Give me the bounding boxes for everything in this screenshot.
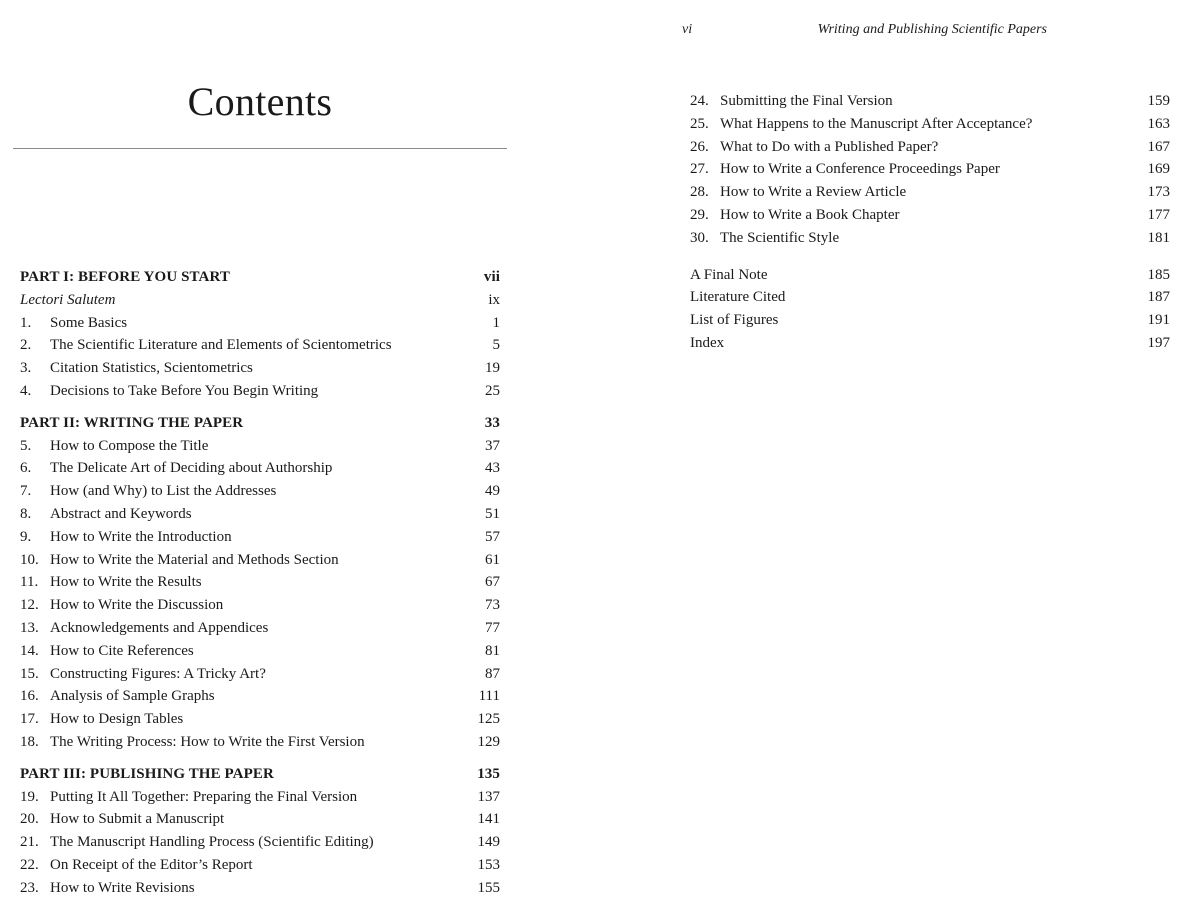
toc-entry-page: 177 [1147,206,1170,223]
toc-entry-label: Putting It All Together: Preparing the Final Version [50,788,358,805]
toc-entry-label: How to Write a Review Article [720,184,907,201]
back-matter-entry [690,309,1170,332]
toc-entry-page: 51 [485,505,500,522]
toc-entry-label: The Scientific Style [720,229,840,246]
toc-entry-label: Lectori Salutem [20,291,116,308]
toc-entry-label: The Manuscript Handling Process (Scientific Editing) [50,834,374,851]
toc-left-list [20,266,500,900]
toc-entry-number: 16. [20,688,39,705]
toc-entry-number: 3. [20,360,32,377]
toc-entry-label: How to Write the Introduction [50,528,232,545]
part-heading [20,763,500,786]
toc-entry-number: 10. [20,551,39,568]
toc-entry-page: 141 [477,811,500,828]
toc-entry [690,90,1170,113]
toc-entry-number: 12. [20,597,39,614]
back-matter-entry [690,264,1170,287]
toc-entry-page: 49 [485,483,500,500]
toc-entry-number: 18. [20,733,39,750]
toc-entry-page: 25 [485,382,500,399]
back-matter-page: 197 [1147,334,1170,351]
toc-entry-number: 6. [20,460,32,477]
toc-entry-label: Decisions to Take Before You Begin Writing [50,382,319,399]
toc-entry-number: 26. [690,138,709,155]
toc-entry-page: 129 [477,733,500,750]
toc-entry-label: Submitting the Final Version [720,93,893,109]
toc-entry-number: 2. [20,337,32,354]
toc-entry-label: How to Compose the Title [50,437,209,454]
toc-entry [20,854,500,877]
toc-entry-page: 57 [485,528,500,545]
toc-entry-label: Abstract and Keywords [50,505,192,522]
toc-entry-number: 11. [20,574,39,591]
toc-entry-label: How to Write a Book Chapter [720,206,900,223]
toc-entry-number: 24. [690,93,709,109]
toc-entry [20,663,500,686]
toc-entry-label: How to Write a Conference Proceedings Paper [720,161,1000,178]
toc-entry-label: How (and Why) to List the Addresses [50,483,277,500]
back-matter-label: Index [690,334,725,351]
toc-entry [20,731,500,754]
toc-entry-number: 13. [20,619,39,636]
running-head-book-title: Writing and Publishing Scientific Papers [817,22,1047,37]
toc-entry [690,113,1170,136]
toc-entry-number: 30. [690,229,709,246]
toc-entry [20,877,500,900]
toc-entry-label: How to Write the Results [50,574,202,591]
toc-entry-page: 181 [1147,229,1170,246]
toc-entry [20,312,500,335]
part-heading-page: vii [483,269,500,285]
toc-entry-number: 4. [20,382,32,399]
toc-entry-label: The Writing Process: How to Write the First Version [50,733,365,750]
toc-entry-label: The Delicate Art of Deciding about Authorship [50,460,333,477]
toc-entry-label: How to Submit a Manuscript [50,811,225,828]
toc-entry [20,357,500,380]
toc-entry-page: 67 [485,574,500,591]
toc-entry-number: 19. [20,788,39,805]
toc-entry-page: 149 [477,834,500,851]
toc-entry-page: 125 [477,711,500,728]
toc-entry-page: 37 [485,437,500,454]
toc-entry [20,786,500,809]
part-heading [20,266,500,289]
toc-entry-page: 5 [492,337,500,354]
toc-entry [20,831,500,854]
toc-entry-number: 21. [20,834,39,851]
toc-entry [20,380,500,403]
toc-entry-page: 167 [1147,138,1170,155]
toc-entry-label: Some Basics [50,314,128,331]
toc-entry-number: 8. [20,505,32,522]
toc-entry-page: 61 [485,551,500,568]
running-head [682,22,1047,38]
toc-entry-label: What Happens to the Manuscript After Acceptance? [720,115,1033,132]
toc-entry-number: 22. [20,856,39,873]
back-matter-label: List of Figures [690,312,779,329]
toc-entry [20,617,500,640]
back-matter-entry [690,332,1170,355]
toc-entry [20,435,500,458]
toc-entry-label: Constructing Figures: A Tricky Art? [50,665,266,682]
toc-entry [20,640,500,663]
toc-entry-number: 25. [690,115,709,132]
toc-entry-label: How to Write Revisions [50,879,195,896]
toc-entry [20,685,500,708]
toc-entry [20,503,500,526]
toc-entry [690,158,1170,181]
toc-entry [690,204,1170,227]
part-heading-page: 33 [484,414,500,431]
back-matter-entry [690,286,1170,309]
part-heading-label: PART III: PUBLISHING THE PAPER [20,765,274,782]
toc-entry [20,480,500,503]
toc-entry-page: 19 [485,360,500,377]
toc-entry-number: 14. [20,642,39,659]
toc-entry-page: 137 [477,788,500,805]
toc-entry-page: 87 [485,665,500,682]
toc-entry-label: How to Write the Discussion [50,597,224,614]
toc-entry-page: 163 [1147,115,1170,132]
toc-entry-label: Acknowledgements and Appendices [50,619,269,636]
toc-entry [20,708,500,731]
toc-entry-page: 1 [492,314,500,331]
toc-entry-label: Analysis of Sample Graphs [50,688,215,705]
toc-entry-number: 27. [690,161,709,178]
part-heading-label: PART II: WRITING THE PAPER [20,414,244,431]
toc-entry-page: 155 [477,879,500,896]
toc-entry-number: 9. [20,528,32,545]
back-matter-label: Literature Cited [690,289,786,306]
toc-entry-number: 17. [20,711,39,728]
toc-entry [20,549,500,572]
page-title: Contents [187,79,333,124]
toc-entry-page: ix [488,291,500,308]
part-heading-label: PART I: BEFORE YOU START [20,269,230,285]
toc-entry-number: 28. [690,184,709,201]
toc-entry-number: 23. [20,879,39,896]
right-page [600,0,1200,913]
toc-entry [20,571,500,594]
back-matter-page: 185 [1147,266,1170,283]
section-spacer [690,250,1170,264]
toc-entry-page: 159 [1147,93,1170,109]
toc-entry-number: 5. [20,437,32,454]
left-page [0,0,520,913]
toc-entry-page: 111 [478,688,500,705]
toc-entry-page: 153 [477,856,500,873]
toc-entry [20,334,500,357]
toc-entry-number: 1. [20,314,32,331]
toc-entry-page: 169 [1147,161,1170,178]
toc-entry [690,136,1170,159]
part-heading [20,412,500,435]
toc-entry [20,594,500,617]
toc-entry-label: The Scientific Literature and Elements of Scientometrics [50,337,392,354]
toc-entry [20,526,500,549]
toc-entry-page: 81 [485,642,500,659]
toc-entry-number: 15. [20,665,39,682]
toc-entry-number: 29. [690,206,709,223]
toc-entry-label: How to Design Tables [50,711,184,728]
toc-entry-page: 173 [1147,184,1170,201]
back-matter-label: A Final Note [690,266,768,283]
toc-entry-page: 77 [485,619,500,636]
toc-entry-page: 73 [485,597,500,614]
toc-entry-label: What to Do with a Published Paper? [720,138,939,155]
toc-entry [20,289,500,312]
back-matter-page: 187 [1147,289,1170,306]
toc-entry [690,181,1170,204]
part-heading-page: 135 [477,765,500,782]
toc-entry-page: 43 [485,460,500,477]
toc-entry-label: On Receipt of the Editor’s Report [50,856,253,873]
toc-entry-number: 7. [20,483,32,500]
title-divider [13,148,507,149]
toc-entry-number: 20. [20,811,39,828]
toc-entry-label: Citation Statistics, Scientometrics [50,360,253,377]
toc-right-list [690,90,1170,355]
running-head-page-number: vi [682,22,693,37]
toc-entry [20,808,500,831]
toc-entry [20,457,500,480]
back-matter-page: 191 [1147,312,1170,329]
toc-entry [690,227,1170,250]
toc-entry-label: How to Cite References [50,642,194,659]
toc-entry-label: How to Write the Material and Methods Section [50,551,339,568]
